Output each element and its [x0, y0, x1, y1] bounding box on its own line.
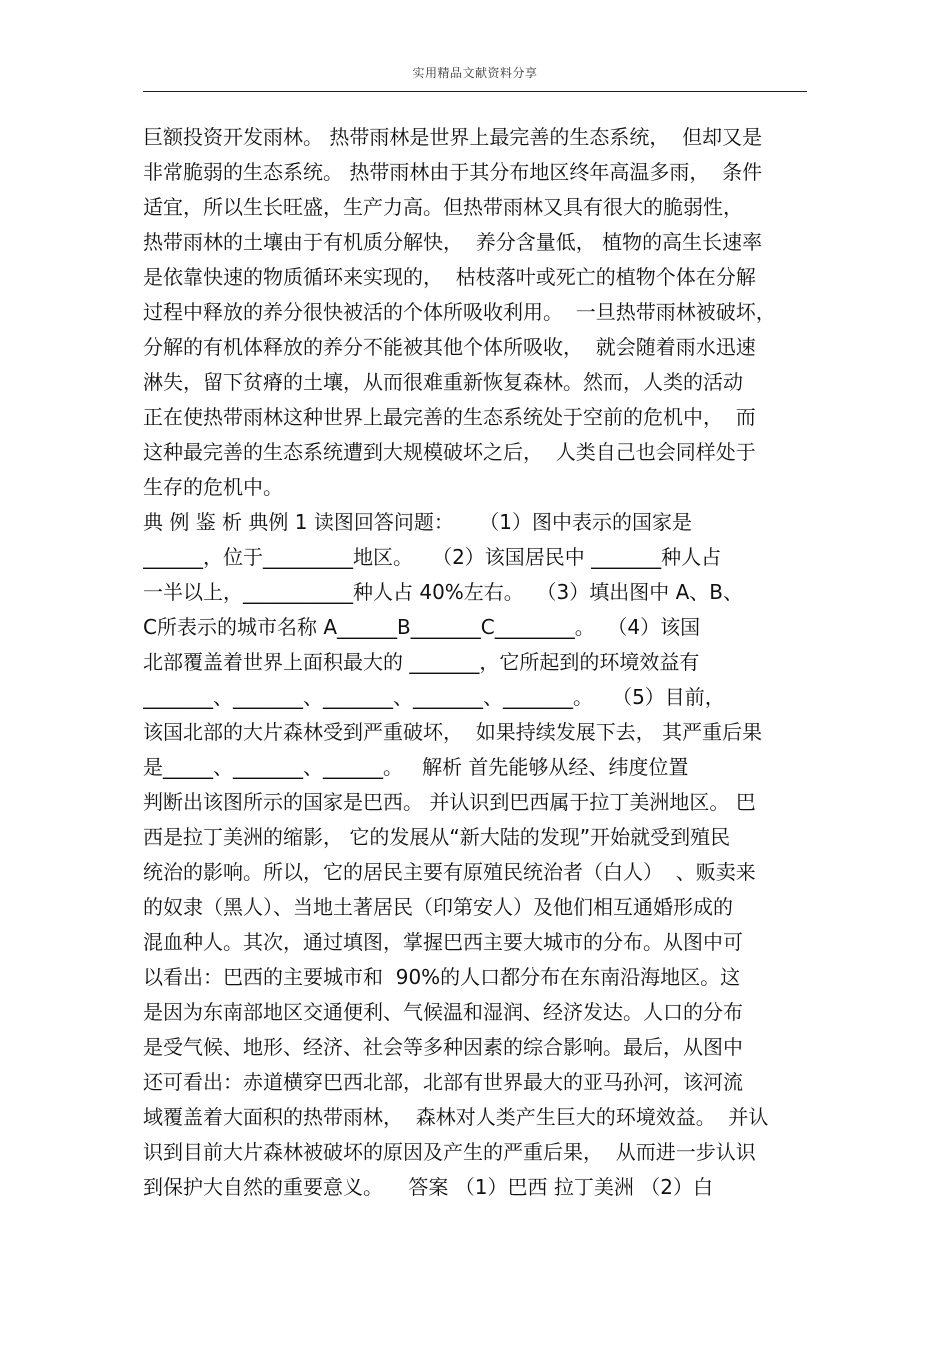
- text-line: 生存的危机中。: [143, 475, 283, 499]
- text-line: ______，位于_________地区。 （2）该国居民中 _______种人占: [143, 545, 722, 569]
- body-text: [143, 120, 813, 1205]
- text-line: 统治的影响。所以，它的居民主要有原殖民统治者（白人） 、贩卖来: [143, 860, 756, 884]
- text-line: _______、_______、_______、_______、_______。 （5）目前，: [143, 685, 725, 709]
- text-line: 北部覆盖着世界上面积最大的 _______，它所起到的环境效益有: [143, 650, 700, 674]
- header-divider: [143, 91, 807, 92]
- text-line: 该国北部的大片森林受到严重破坏， 如果持续发展下去， 其严重后果: [143, 720, 763, 744]
- text-line: 是_____、_______、______。 解析 首先能够从经、纬度位置: [143, 755, 689, 779]
- text-line: 热带雨林的土壤由于有机质分解快， 养分含量低， 植物的高生长速率: [143, 230, 763, 254]
- text-line: 典 例 鉴 析 典例 1 读图回答问题： （1）图中表示的国家是: [143, 510, 693, 534]
- text-line: 识到目前大片森林被破坏的原因及产生的严重后果， 从而进一步认识: [143, 1140, 756, 1164]
- text-line: 域覆盖着大面积的热带雨林， 森林对人类产生巨大的环境效益。 并认: [143, 1105, 769, 1129]
- text-line: 一半以上，___________种人占 40%左右。 （3）填出图中 A、B、: [143, 580, 744, 604]
- text-line: 是依靠快速的物质循环来实现的， 枯枝落叶或死亡的植物个体在分解: [143, 265, 756, 289]
- text-line: 判断出该图所示的国家是巴西。 并认识到巴西属于拉丁美洲地区。 巴: [143, 790, 756, 814]
- text-line: 是因为东南部地区交通便利、气候温和湿润、经济发达。人口的分布: [143, 1000, 743, 1024]
- text-line: 是受气候、地形、经济、社会等多种因素的综合影响。最后，从图中: [143, 1035, 743, 1059]
- text-line: C所表示的城市名称 A______B_______C________。 （4）该国: [143, 615, 701, 639]
- text-line: 淋失，留下贫瘠的土壤，从而很难重新恢复森林。然而，人类的活动: [143, 370, 743, 394]
- text-line: 正在使热带雨林这种世界上最完善的生态系统处于空前的危机中， 而: [143, 405, 756, 429]
- page-header: 实用精品文献资料分享: [412, 66, 538, 80]
- text-line: 到保护大自然的重要意义。 答案 （1）巴西 拉丁美洲 （2）白: [143, 1175, 713, 1199]
- text-line: 的奴隶（黑人）、当地土著居民（印第安人）及他们相互通婚形成的: [143, 895, 733, 919]
- text-line: 混血种人。其次，通过填图，掌握巴西主要大城市的分布。从图中可: [143, 930, 743, 954]
- text-line: 西是拉丁美洲的缩影， 它的发展从“新大陆的发现”开始就受到殖民: [143, 825, 731, 849]
- text-line: 这种最完善的生态系统遭到大规模破坏之后， 人类自己也会同样处于: [143, 440, 756, 464]
- text-line: 过程中释放的养分很快被活的个体所吸收利用。 一旦热带雨林被破坏，: [143, 300, 776, 324]
- text-line: 非常脆弱的生态系统。 热带雨林由于其分布地区终年高温多雨， 条件: [143, 160, 763, 184]
- text-line: 以看出：巴西的主要城市和 90%的人口都分布在东南沿海地区。这: [143, 965, 741, 989]
- text-line: 分解的有机体释放的养分不能被其他个体所吸收， 就会随着雨水迅速: [143, 335, 756, 359]
- text-line: 还可看出：赤道横穿巴西北部，北部有世界最大的亚马孙河，该河流: [143, 1070, 743, 1094]
- text-line: 适宜，所以生长旺盛，生产力高。但热带雨林又具有很大的脆弱性，: [143, 195, 743, 219]
- text-line: 巨额投资开发雨林。 热带雨林是世界上最完善的生态系统， 但却又是: [143, 125, 763, 149]
